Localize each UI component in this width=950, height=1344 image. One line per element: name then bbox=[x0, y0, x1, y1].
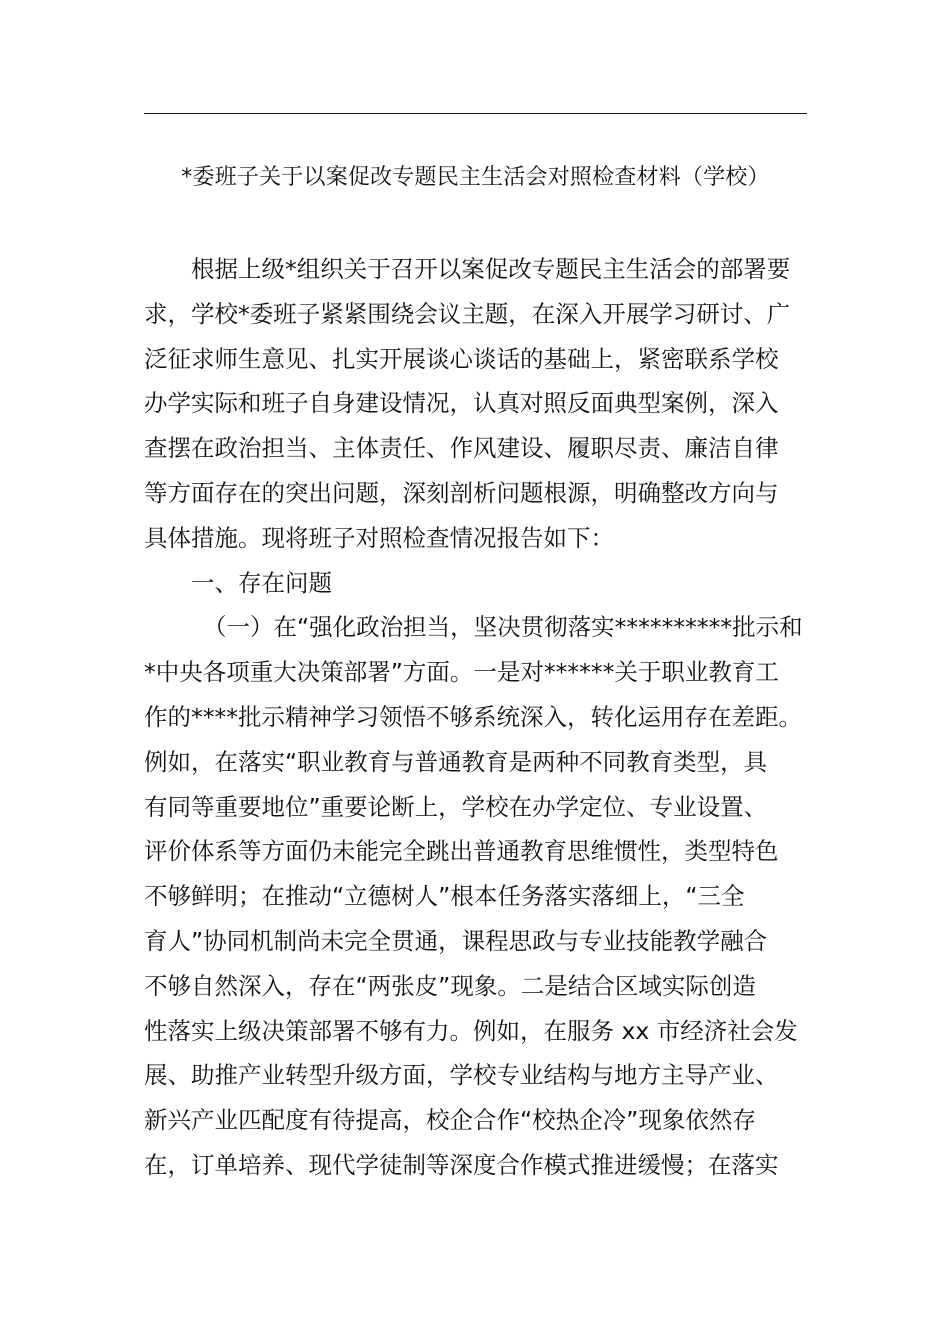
paragraph-line: 根据上级*组织关于召开以案促改专题民主生活会的部署要 bbox=[191, 255, 791, 283]
paragraph-line: 展、助推产业转型升级方面，学校专业结构与地方主导产业、 bbox=[144, 1061, 779, 1090]
paragraph-line: 有同等重要地位”重要论断上，学校在办学定位、专业设置、 bbox=[144, 792, 768, 821]
paragraph-line: 泛征求师生意见、扎实开展谈心谈话的基础上，紧密联系学校 bbox=[144, 344, 779, 373]
paragraph-line: 求，学校*委班子紧紧围绕会议主题，在深入开展学习研讨、广 bbox=[144, 299, 791, 328]
paragraph-line: 不够鲜明；在推动“立德树人”根本任务落实落细上，“三全 bbox=[144, 882, 745, 911]
paragraph-line: （一）在“强化政治担当，坚决贯彻落实**********批示和 bbox=[203, 613, 803, 642]
document-body bbox=[144, 247, 807, 1188]
paragraph-line: 育人”协同机制尚未完全贯通，课程思政与专业技能教学融合 bbox=[144, 926, 768, 955]
paragraph-line: 例如，在落实“职业教育与普通教育是两种不同教育类型，具 bbox=[144, 747, 768, 776]
paragraph-line: 性落实上级决策部署不够有力。例如，在服务 xx 市经济社会发 bbox=[144, 1016, 798, 1045]
paragraph-line: 查摆在政治担当、主体责任、作风建设、履职尽责、廉洁自律 bbox=[144, 434, 779, 463]
header-rule bbox=[144, 113, 807, 114]
paragraph-line: 在，订单培养、现代学徒制等深度合作模式推进缓慢；在落实 bbox=[144, 1150, 779, 1179]
document-title: *委班子关于以案促改专题民主生活会对照检查材料（学校） bbox=[181, 165, 770, 190]
paragraph-line: 评价体系等方面仍未能完全跳出普通教育思维惯性，类型特色 bbox=[144, 837, 779, 866]
paragraph-line: 等方面存在的突出问题，深刻剖析问题根源，明确整改方向与 bbox=[144, 478, 779, 507]
paragraph-line: 不够自然深入，存在“两张皮”现象。二是结合区域实际创造 bbox=[144, 971, 756, 1000]
section-heading: 一、存在问题 bbox=[191, 568, 332, 597]
paragraph-line: 新兴产业匹配度有待提高，校企合作“校热企冷”现象依然存 bbox=[144, 1106, 756, 1135]
paragraph-line: 具体措施。现将班子对照检查情况报告如下： bbox=[144, 523, 614, 552]
paragraph-line: 办学实际和班子自身建设情况，认真对照反面典型案例，深入 bbox=[144, 389, 779, 418]
paragraph-line: *中央各项重大决策部署”方面。一是对******关于职业教育工 bbox=[144, 658, 779, 687]
paragraph-line: 作的****批示精神学习领悟不够系统深入，转化运用存在差距。 bbox=[144, 702, 802, 731]
